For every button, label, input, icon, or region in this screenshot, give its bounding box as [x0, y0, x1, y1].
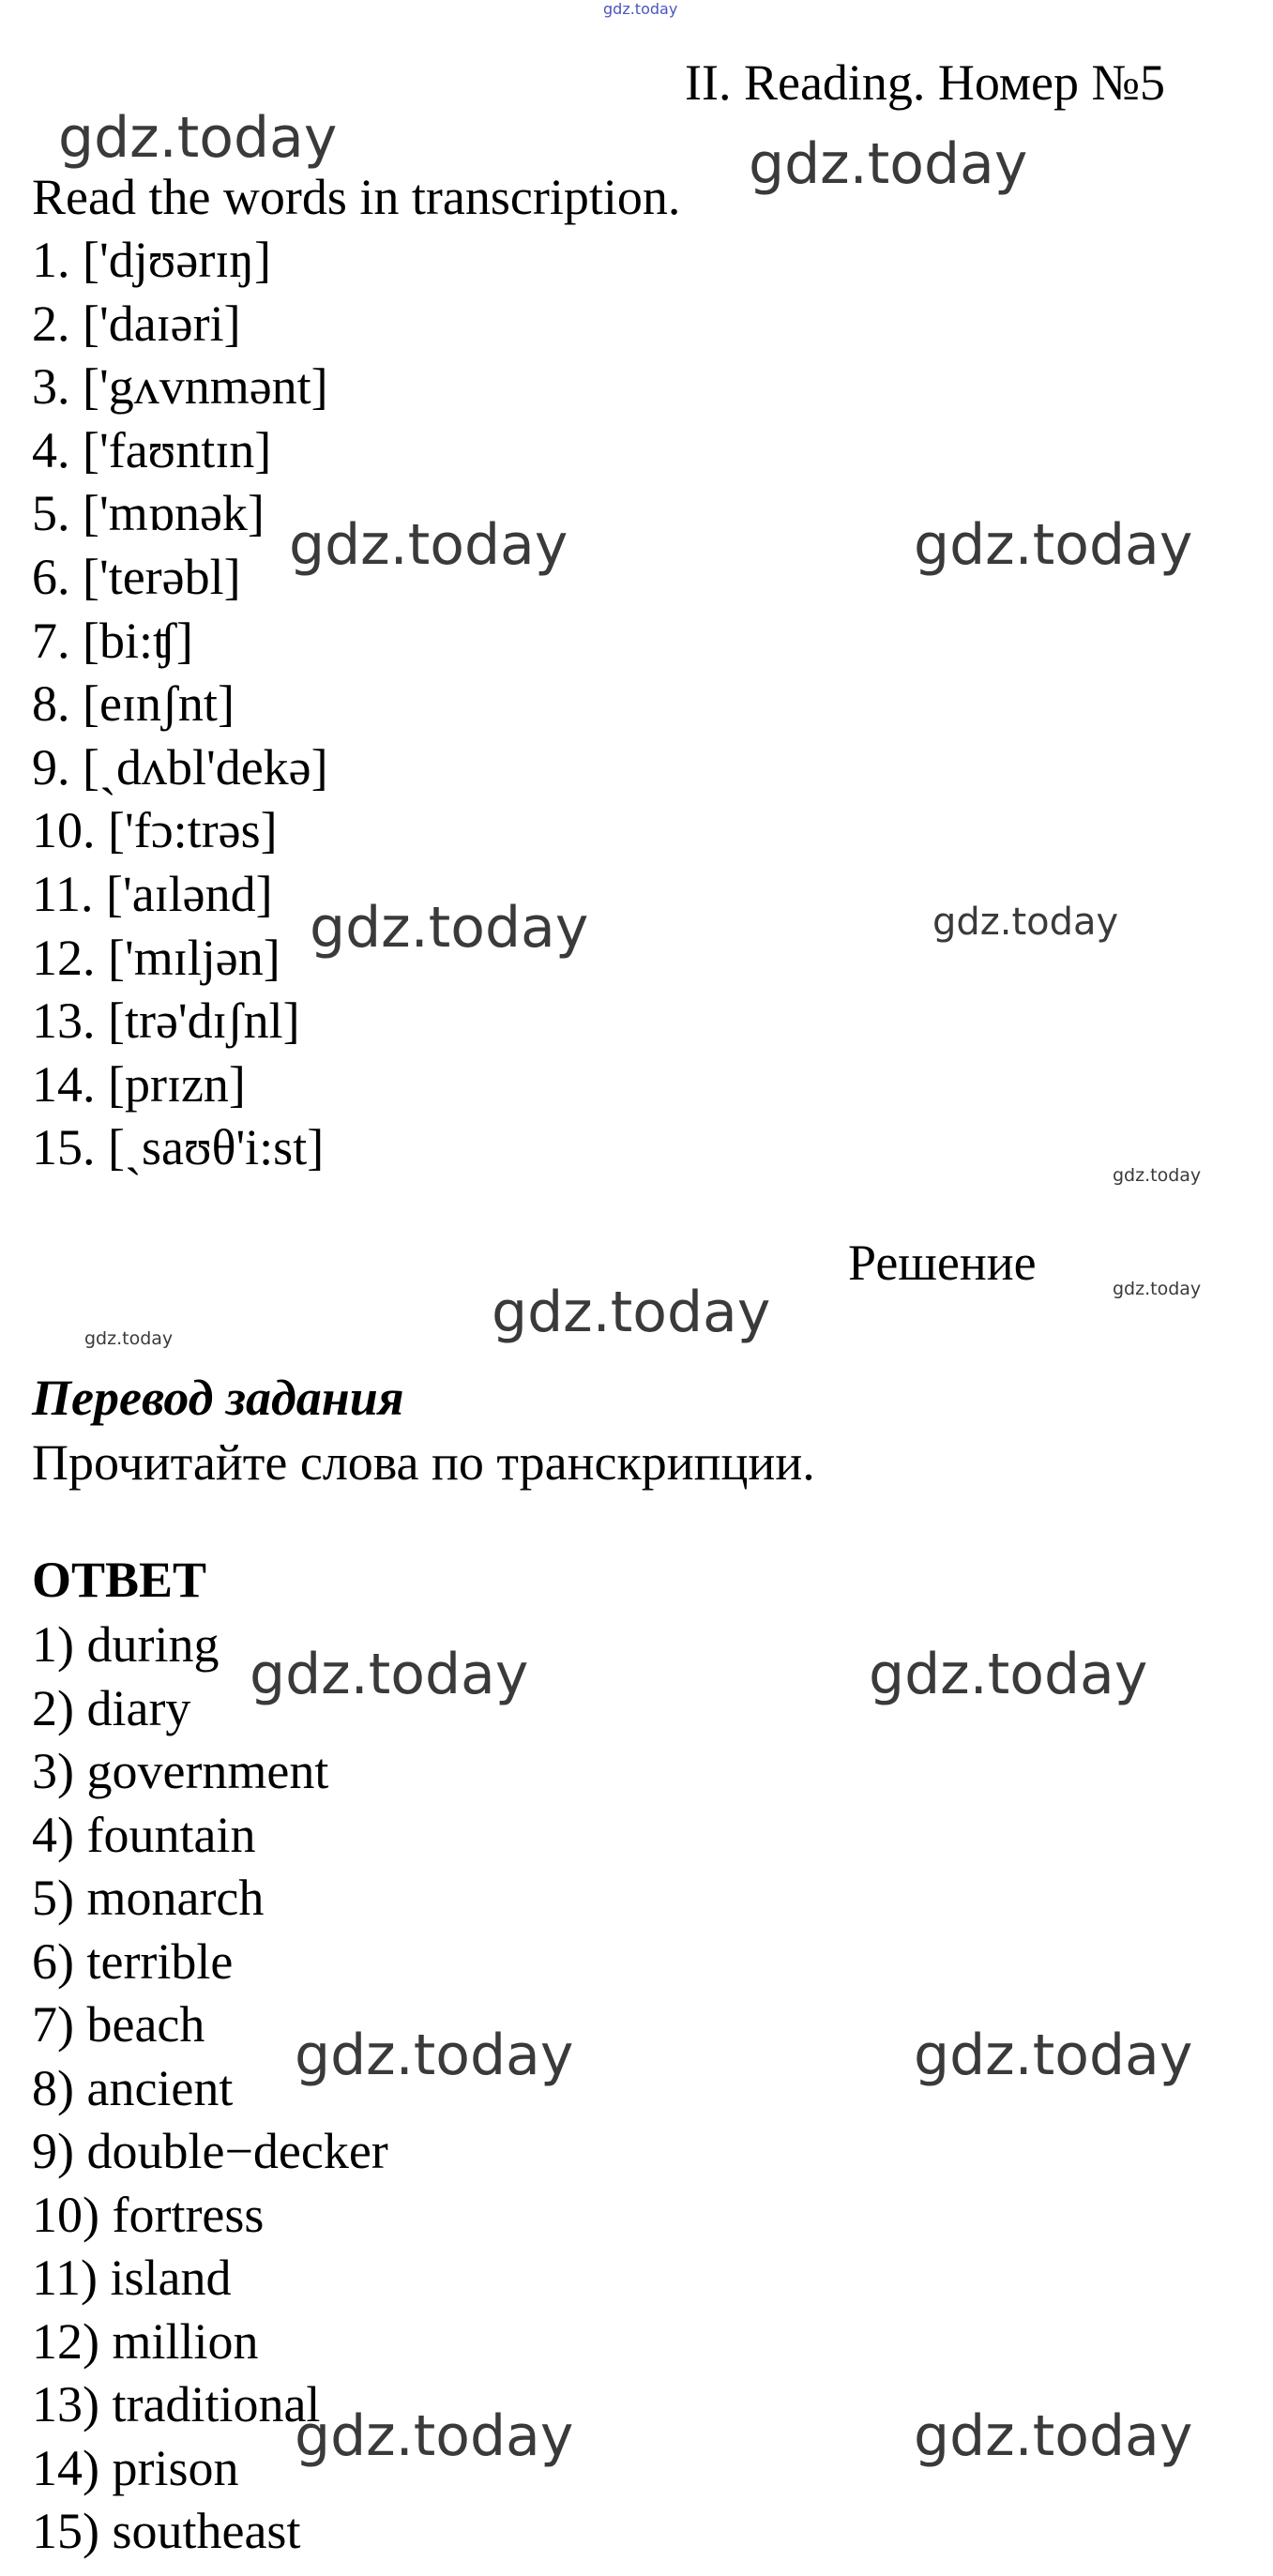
- answer-item: 10) fortress: [32, 2186, 265, 2243]
- answer-item: 13) traditional: [32, 2376, 321, 2432]
- watermark: gdz.today: [295, 2403, 574, 2469]
- answer-item: 4) fountain: [32, 1806, 256, 1863]
- transcription-item: 10. ['fɔ:trəs]: [32, 802, 278, 859]
- answer-item: 15) southeast: [32, 2503, 301, 2559]
- task-translation-text: Прочитайте слова по транскрипции.: [32, 1434, 815, 1491]
- transcription-item: 9. [ˏdʌbl'dekə]: [32, 738, 328, 796]
- transcription-item: 1. ['djʊərɪŋ]: [32, 232, 271, 288]
- exercise-instruction: Read the words in transcription.: [32, 169, 681, 225]
- transcription-item: 4. ['faʊntɪn]: [32, 421, 272, 478]
- watermark: gdz.today: [289, 512, 568, 578]
- transcription-item: 3. ['gʌvnmənt]: [32, 358, 328, 416]
- transcription-item: 8. [eɪnʃnt]: [32, 675, 235, 733]
- transcription-item: 13. [trə'dɪʃnl]: [32, 993, 300, 1050]
- transcription-item: 15. [ˏsaʊθ'i:st]: [32, 1119, 325, 1176]
- answer-item: 6) terrible: [32, 1932, 234, 1990]
- transcription-item: 5. ['mɒnək]: [32, 485, 265, 542]
- answer-item: 3) government: [32, 1743, 329, 1799]
- transcription-item: 14. [prɪzn]: [32, 1055, 246, 1113]
- transcription-item: 6. ['terəbl]: [32, 548, 241, 605]
- watermark: gdz.today: [250, 1642, 529, 1707]
- answer-item: 5) monarch: [32, 1870, 265, 1926]
- transcription-item: 11. ['aɪlənd]: [32, 865, 273, 922]
- transcription-item: 12. ['mɪljən]: [32, 929, 280, 986]
- watermark-top: gdz.today: [603, 0, 678, 18]
- transcription-item: 7. [bi:ʧ]: [32, 612, 193, 669]
- answer-item: 12) million: [32, 2312, 259, 2370]
- watermark: gdz.today: [84, 1328, 174, 1349]
- watermark: gdz.today: [492, 1280, 771, 1345]
- watermark: gdz.today: [914, 512, 1193, 578]
- task-translation-title: Перевод задания: [32, 1370, 404, 1426]
- transcription-item: 2. ['daɪəri]: [32, 295, 241, 352]
- watermark: gdz.today: [1113, 1165, 1202, 1186]
- watermark: gdz.today: [1113, 1279, 1202, 1299]
- answer-item: 14) prison: [32, 2439, 239, 2496]
- answer-item: 9) double−decker: [32, 2123, 388, 2179]
- page-title: II. Reading. Номер №5: [685, 54, 1166, 111]
- watermark: gdz.today: [295, 2023, 574, 2088]
- answer-title: ОТВЕТ: [32, 1552, 207, 1608]
- watermark: gdz.today: [914, 2403, 1193, 2469]
- solution-label: Решение: [848, 1235, 1037, 1291]
- answer-item: 2) diary: [32, 1679, 191, 1736]
- watermark: gdz.today: [749, 131, 1028, 197]
- watermark: gdz.today: [310, 895, 589, 961]
- transcription-list: [32, 229, 328, 1180]
- watermark: gdz.today: [932, 901, 1119, 944]
- watermark: gdz.today: [914, 2023, 1193, 2088]
- answer-item: 8) ancient: [32, 2059, 234, 2116]
- answer-item: 11) island: [32, 2250, 232, 2306]
- answer-item: 7) beach: [32, 1996, 205, 2053]
- watermark: gdz.today: [58, 105, 338, 171]
- watermark: gdz.today: [869, 1642, 1148, 1707]
- answer-item: 1) during: [32, 1616, 220, 1673]
